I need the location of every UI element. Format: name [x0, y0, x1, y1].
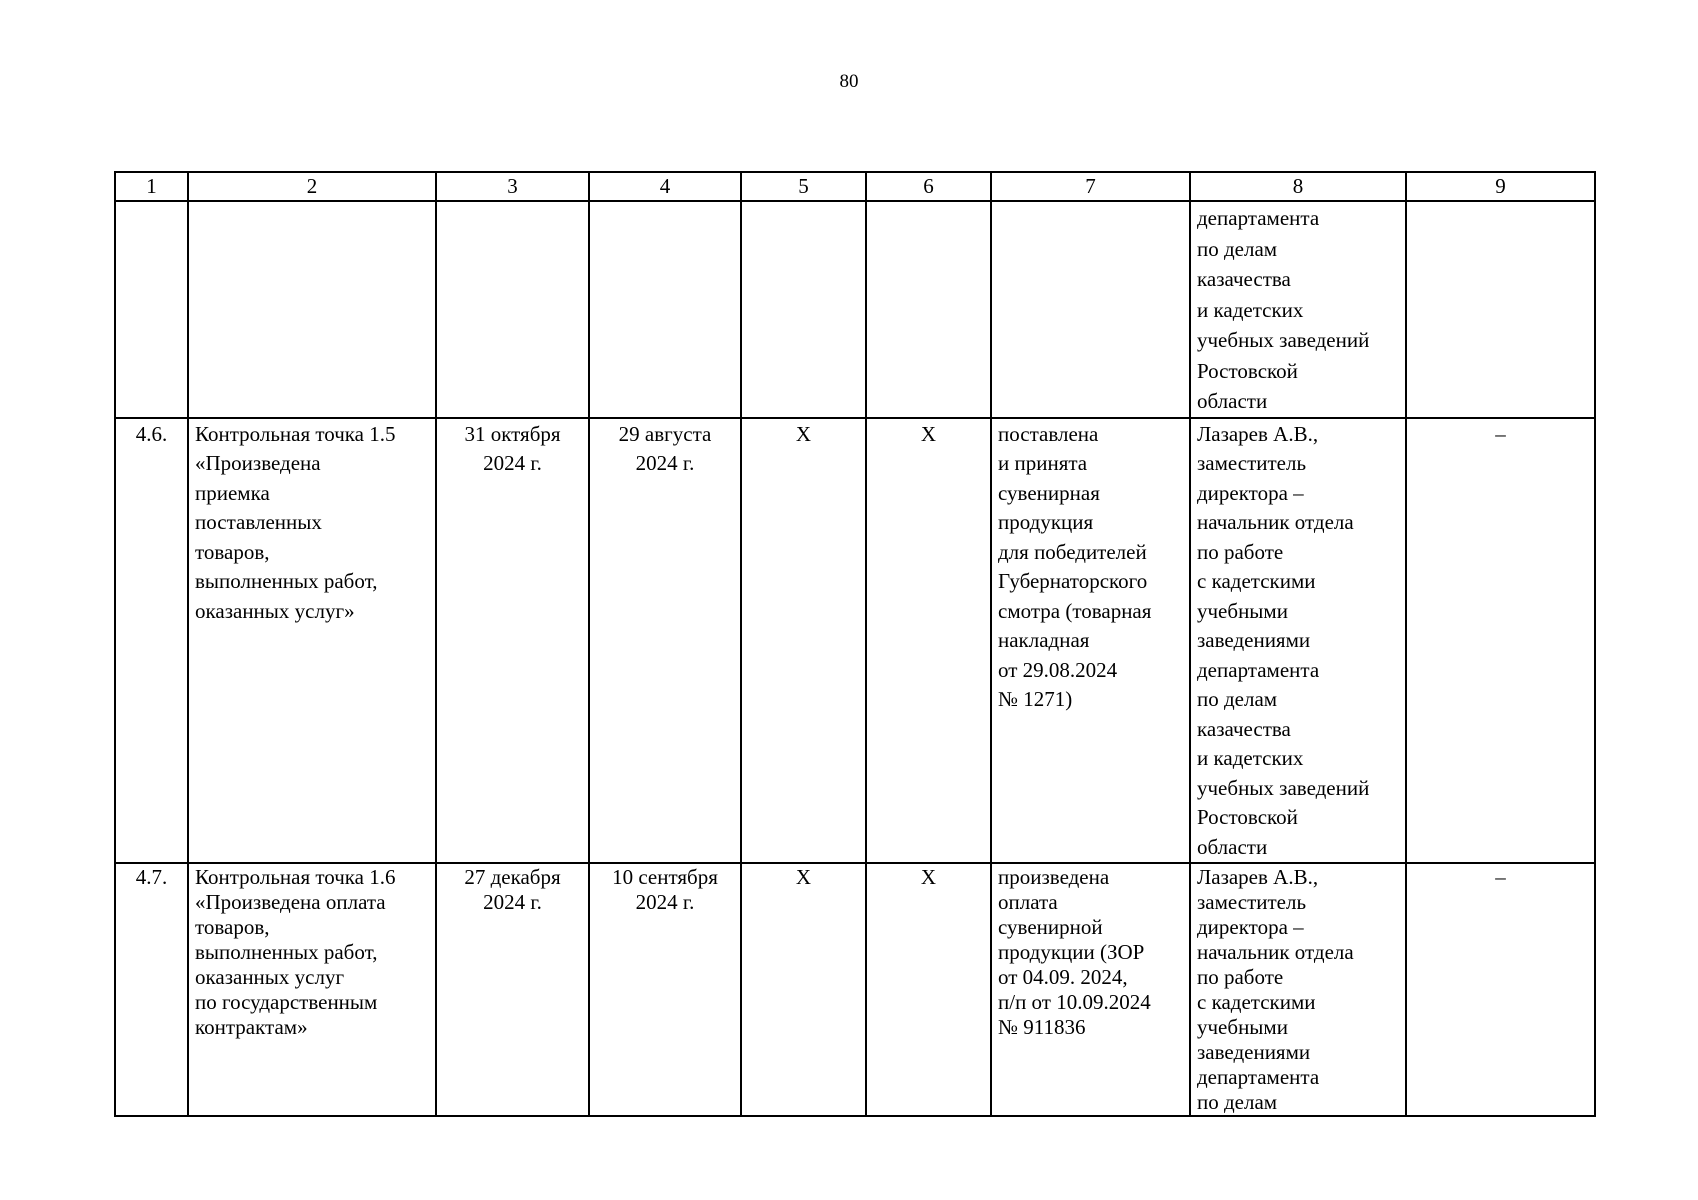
cell-number: 4.6. [115, 418, 188, 864]
header-cell: 6 [866, 172, 991, 201]
header-cell: 7 [991, 172, 1190, 201]
table-row [115, 863, 1595, 1116]
table-row [115, 201, 1595, 418]
cell-responsible: департамента по делам казачества и кадетских учебных заведений Ростовской области [1190, 201, 1406, 418]
cell-col9: – [1406, 863, 1595, 1116]
cell-col5: Х [741, 863, 866, 1116]
header-cell: 1 [115, 172, 188, 201]
header-cell: 3 [436, 172, 589, 201]
cell-responsible: Лазарев А.В., заместитель директора – начальник отдела по работе с кадетскими учебными заведениями департамента по делам [1190, 863, 1406, 1116]
cell-plan-date: 27 декабря 2024 г. [436, 863, 589, 1116]
cell-responsible: Лазарев А.В., заместитель директора – начальник отдела по работе с кадетскими учебными заведениями департамента по делам казачества и кадетских учебных заведений Ростовской области [1190, 418, 1406, 864]
cell-actual-date: 29 августа 2024 г. [589, 418, 741, 864]
header-cell: 4 [589, 172, 741, 201]
cell-plan-date: 31 октября 2024 г. [436, 418, 589, 864]
header-cell: 9 [1406, 172, 1595, 201]
cell-result [991, 201, 1190, 418]
cell-actual-date: 10 сентября 2024 г. [589, 863, 741, 1116]
cell-name: Контрольная точка 1.6 «Произведена оплата товаров, выполненных работ, оказанных услуг по государственным контрактам» [188, 863, 436, 1116]
page-number: 80 [839, 71, 859, 92]
table-header-row [115, 172, 1595, 201]
header-cell: 5 [741, 172, 866, 201]
cell-result: произведена оплата сувенирной продукции (ЗОР от 04.09. 2024, п/п от 10.09.2024 № 911836 [991, 863, 1190, 1116]
header-cell: 8 [1190, 172, 1406, 201]
cell-number: 4.7. [115, 863, 188, 1116]
cell-col6: Х [866, 863, 991, 1116]
cell-col5 [741, 201, 866, 418]
cell-col5: Х [741, 418, 866, 864]
data-table [114, 171, 1596, 1117]
cell-col6 [866, 201, 991, 418]
cell-col6: Х [866, 418, 991, 864]
cell-number [115, 201, 188, 418]
cell-name [188, 201, 436, 418]
cell-col9 [1406, 201, 1595, 418]
cell-plan-date [436, 201, 589, 418]
cell-col9: – [1406, 418, 1595, 864]
cell-actual-date [589, 201, 741, 418]
cell-name: Контрольная точка 1.5 «Произведена приемка поставленных товаров, выполненных работ, оказанных услуг» [188, 418, 436, 864]
table-row [115, 418, 1595, 864]
cell-result: поставлена и принята сувенирная продукция для победителей Губернаторского смотра (товарная накладная от 29.08.2024 № 1271) [991, 418, 1190, 864]
header-cell: 2 [188, 172, 436, 201]
